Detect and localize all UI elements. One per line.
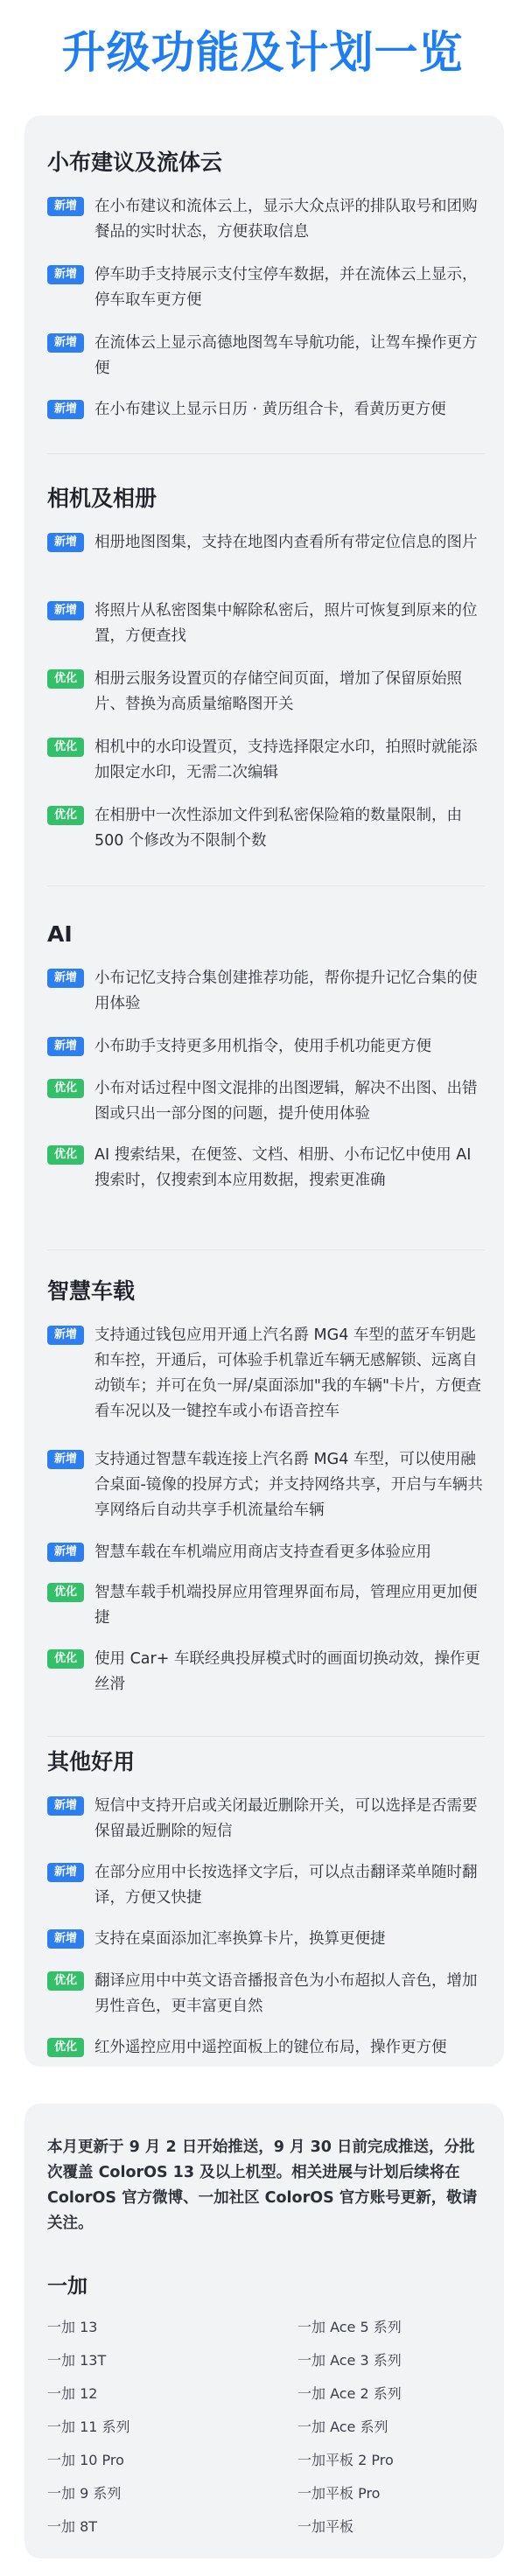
new-badge: 新增 [47,1037,84,1056]
optimize-badge: 优化 [47,1583,84,1602]
device-item: 一加 13T [47,2352,107,2369]
device-item: 一加 8T [47,2518,98,2535]
new-badge: 新增 [47,1929,84,1949]
optimize-badge: 优化 [47,2038,84,2057]
device-item: 一加 12 [47,2385,98,2402]
device-item: 一加 13 [47,2319,98,2335]
new-badge: 新增 [47,400,84,419]
device-item: 一加 9 系列 [47,2485,122,2502]
item-text: 智慧车载手机端投屏应用管理界面布局，管理应用更加便捷 [94,1584,478,1627]
new-badge: 新增 [47,1796,84,1816]
section-title: 相机及相册 [47,486,158,511]
device-item: 一加 Ace 系列 [298,2418,388,2435]
item-text: 小布助手支持更多用机指令，使用手机功能更方便 [94,1038,431,1055]
item-text: 红外遥控应用中遥控面板上的键位布局，操作更方便 [94,2039,447,2056]
new-badge: 新增 [47,333,84,353]
new-badge: 新增 [47,265,84,284]
device-item: 一加平板 Pro [298,2485,381,2502]
section-title: 小布建议及流体云 [47,150,223,175]
item-text: 停车助手支持展示支付宝停车数据，并在流体云上显示，停车取车更方便 [94,266,478,309]
optimize-badge: 优化 [47,1079,84,1098]
section-title: AI [47,921,73,947]
item-text: AI 搜索结果，在便签、文档、相册、小布记忆中使用 AI 搜索时，仅搜索到本应用数据，搜索更准确 [94,1146,472,1189]
item-text: 小布对话过程中图文混排的出图逻辑，解决不出图、出错图或只出一部分图的问题，提升使用体验 [94,1080,478,1123]
item-text: 使用 Car+ 车联经典投屏模式时的画面切换动效，操作更丝滑 [94,1650,480,1693]
section-title: 智慧车载 [47,1278,136,1304]
optimize-badge: 优化 [47,1971,84,1991]
page-title: 升级功能及计划一览 [61,27,464,78]
section-ai [47,919,485,1189]
update-card [24,2104,504,2558]
features-card [24,116,504,2067]
item-text: 小布记忆支持合集创建推荐功能，帮你提升记忆合集的使用体验 [94,970,478,1012]
item-text: 支持在桌面添加汇率换算卡片，换算更便捷 [94,1930,386,1948]
section-title: 其他好用 [47,1749,136,1774]
new-badge: 新增 [47,1326,84,1345]
new-badge: 新增 [47,1863,84,1882]
update-notice: 本月更新于 9 月 2 日开始推送，9 月 30 日前完成推送，分批次覆盖 ColorOS 13 及以上机型。相关进展与计划后续将在 ColorOS 官方微博、一加社区 ColorOS 官方账号更新，敬请关注。 [47,2138,478,2232]
device-item: 一加 10 Pro [47,2452,124,2468]
item-text: 智慧车载在车机端应用商店支持查看更多体验应用 [94,1544,431,1561]
item-text: 在小布建议和流体云上，显示大众点评的排队取号和团购餐品的实时状态，方便获取信息 [94,198,478,241]
section-xiaobu [47,147,485,418]
item-text: 相册云服务设置页的存储空间页面，增加了保留原始照片、替换为高质量缩略图开关 [94,670,462,713]
item-text: 在部分应用中长按选择文字后，可以点击翻译菜单随时翻译，方便又快捷 [94,1864,478,1907]
item-text: 短信中支持开启或关闭最近删除开关，可以选择是否需要保留最近删除的短信 [94,1797,478,1840]
optimize-badge: 优化 [47,738,84,757]
item-text: 翻译应用中中英文语音播报音色为小布超拟人音色，增加男性音色，更丰富更自然 [94,1972,478,2015]
device-item: 一加平板 2 Pro [298,2452,394,2468]
brand-title: 一加 [47,2275,88,2298]
section-other [47,1746,485,2056]
item-text: 在相册中一次性添加文件到私密保险箱的数量限制，由 500 个修改为不限制个数 [94,807,462,850]
new-badge: 新增 [47,197,84,216]
new-badge: 新增 [47,601,84,620]
new-badge: 新增 [47,1543,84,1562]
item-text: 在流体云上显示高德地图驾车导航功能，让驾车操作更方便 [94,334,478,377]
optimize-badge: 优化 [47,669,84,689]
new-badge: 新增 [47,969,84,988]
device-item: 一加 Ace 5 系列 [298,2319,402,2335]
device-item: 一加 11 系列 [47,2418,130,2435]
item-text: 相机中的水印设置页，支持选择限定水印，拍照时就能添加限定水印，无需二次编辑 [94,738,478,781]
item-text: 支持通过智慧车载连接上汽名爵 MG4 车型，可以使用融合桌面-镜像的投屏方式；并支持网络共享，开启与车辆共享网络后自动共享手机流量给车辆 [94,1451,483,1519]
item-text: 将照片从私密图集中解除私密后，照片可恢复到原来的位置，方便查找 [94,602,478,645]
section-car [47,1276,485,1693]
device-item: 一加 Ace 2 系列 [298,2385,402,2402]
optimize-badge: 优化 [47,1145,84,1165]
optimize-badge: 优化 [47,1649,84,1669]
divider [47,1736,485,1737]
device-item: 一加平板 [298,2518,354,2535]
new-badge: 新增 [47,1450,84,1469]
divider [47,453,485,454]
device-item: 一加 Ace 3 系列 [298,2352,402,2369]
item-text: 相册地图图集，支持在地图内查看所有带定位信息的图片 [94,534,478,551]
section-camera [47,483,485,850]
item-text: 在小布建议上显示日历 · 黄历组合卡，看黄历更方便 [94,401,446,418]
item-text: 支持通过钱包应用开通上汽名爵 MG4 车型的蓝牙车钥匙和车控，开通后，可体验手机靠近车辆无感解锁、远离自动锁车；并可在负一屏/桌面添加"我的车辆"卡片，方便查看车况以及一键控车或小布语音控车 [94,1326,481,1420]
optimize-badge: 优化 [47,806,84,825]
new-badge: 新增 [47,533,84,552]
